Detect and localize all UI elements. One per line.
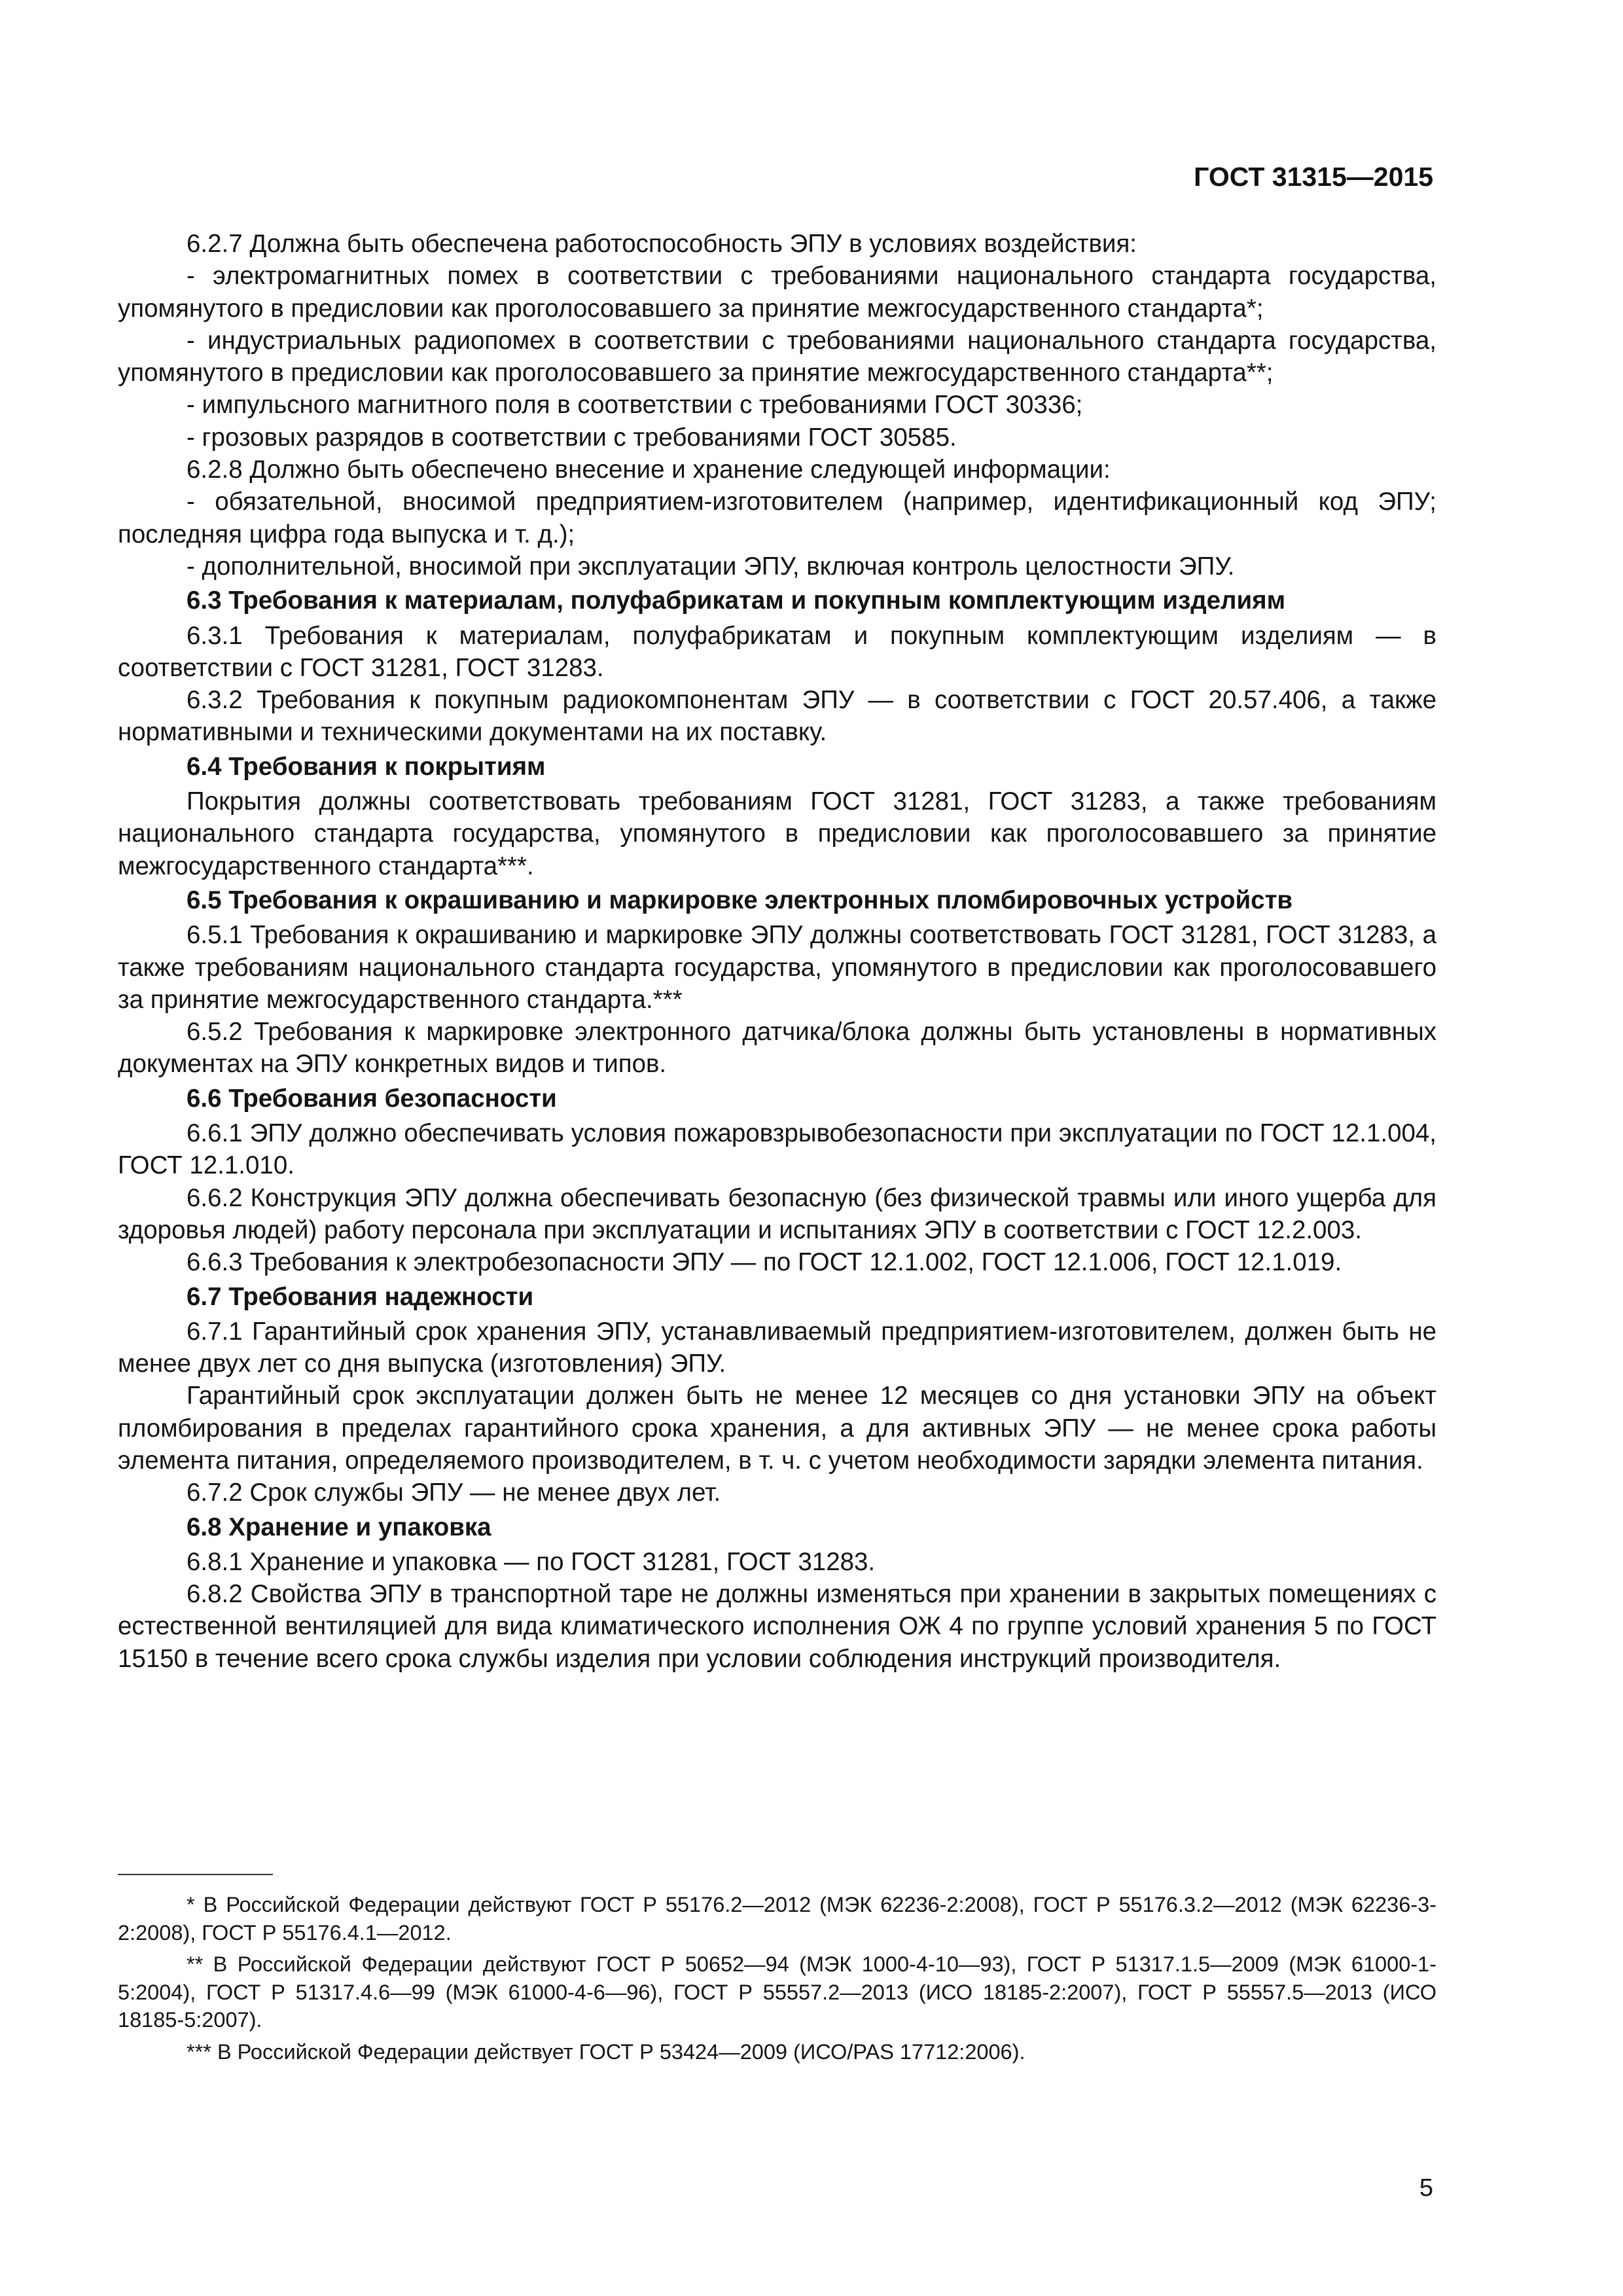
paragraph: - дополнительной, вносимой при эксплуатации ЭПУ, включая контроль целостности ЭПУ. [187,552,1235,581]
paragraph: Гарантийный срок эксплуатации должен быть не менее 12 месяцев со дня установки ЭПУ на объект пломбирования в пределах гарантийного срока хранения, а для активных ЭПУ — не менее срока работы элемента питания, определяемого производителем, в т. ч. с учетом необходимости зарядки элемента питания. [118,1382,1436,1475]
section-heading: 6.8 Хранение и упаковка [187,1513,491,1541]
paragraph: - импульсного магнитного поля в соответствии с требованиями ГОСТ 30336; [187,391,1083,420]
paragraph: 6.5.2 Требования к маркировке электронного датчика/блока должны быть установлены в нормативных документах на ЭПУ конкретных видов и типов. [118,1018,1436,1079]
paragraph: - обязательной, вносимой предприятием-изготовителем (например, идентификационный код ЭПУ; последняя цифра года выпуска и т. д.); [118,488,1436,548]
section-heading: 6.7 Требования надежности [187,1282,534,1311]
document-body [118,228,1436,1675]
paragraph: 6.6.2 Конструкция ЭПУ должна обеспечивать безопасную (без физической травмы или иного ущерба для здоровья людей) работу персонала при эксплуатации и испытаниях ЭПУ в соответствии с ГОСТ 12.2.003. [118,1183,1436,1244]
section-heading: 6.3 Требования к материалам, полуфабрикатам и покупным комплектующим изделиям [187,586,1286,615]
paragraph: 6.8.2 Свойства ЭПУ в транспортной таре не должны изменяться при хранении в закрытых помещениях с естественной вентиляцией для вида климатического исполнения ОЖ 4 по группе условий хранения 5 по ГОСТ 15150 в течение всего срока службы изделия при условии соблюдения инструкций производителя. [118,1580,1436,1673]
paragraph: 6.6.3 Требования к электробезопасности ЭПУ — по ГОСТ 12.1.002, ГОСТ 12.1.006, ГОСТ 12.1.019. [187,1248,1342,1277]
document-header: ГОСТ 31315—2015 [1194,162,1433,192]
section-heading: 6.4 Требования к покрытиям [187,752,546,781]
paragraph: 6.2.7 Должна быть обеспечена работоспособность ЭПУ в условиях воздействия: [187,230,1137,258]
paragraph: 6.8.1 Хранение и упаковка — по ГОСТ 31281, ГОСТ 31283. [187,1547,876,1576]
page-number: 5 [1419,2174,1433,2202]
paragraph: 6.2.8 Должно быть обеспечено внесение и хранение следующей информации: [187,456,1111,484]
footnote: *** В Российской Федерации действует ГОСТ Р 53424—2009 (ИСО/PAS 17712:2006). [187,2039,1026,2064]
paragraph: - электромагнитных помех в соответствии с требованиями национального стандарта государства, упомянутого в предисловии как проголосовавшего за принятие межгосударственного стандарта*; [118,262,1436,323]
footnote-separator [118,1874,273,1875]
paragraph: 6.7.2 Срок службы ЭПУ — не менее двух лет. [187,1479,721,1507]
section-heading: 6.5 Требования к окрашиванию и маркировке электронных пломбировочных устройств [187,886,1293,914]
paragraph: 6.5.1 Требования к окрашиванию и маркировке ЭПУ должны соответствовать ГОСТ 31281, ГОСТ 31283, а также требованиям национального стандарта государства, упомянутого в предисловии как проголосовавшего за принятие межгосударственного стандарта.*** [118,921,1436,1014]
paragraph: 6.3.2 Требования к покупным радиокомпонентам ЭПУ — в соответствии с ГОСТ 20.57.406, а также нормативными и техническими документами на их поставку. [118,686,1436,747]
footnote-list [118,1891,1436,2066]
footnote: ** В Российской Федерации действуют ГОСТ Р 50652—94 (МЭК 1000-4-10—93), ГОСТ Р 51317.1.5—2009 (МЭК 61000-1-5:2004), ГОСТ Р 51317.4.6—99 (МЭК 61000-4-6—96), ГОСТ Р 55557.2—2013 (ИСО 18185-2:2007), ГОСТ Р 55557.5—2013 (ИСО 18185-5:2007). [118,1952,1436,2032]
paragraph: 6.7.1 Гарантийный срок хранения ЭПУ, устанавливаемый предприятием-изготовителем, должен быть не менее двух лет со дня выпуска (изготовления) ЭПУ. [118,1317,1436,1378]
footnotes [118,1874,1436,2070]
paragraph: 6.3.1 Требования к материалам, полуфабрикатам и покупным комплектующим изделиям — в соответствии с ГОСТ 31281, ГОСТ 31283. [118,621,1436,682]
paragraph: - грозовых разрядов в соответствии с требованиями ГОСТ 30585. [187,423,957,452]
paragraph: - индустриальных радиопомех в соответствии с требованиями национального стандарта государства, упомянутого в предисловии как проголосовавшего за принятие межгосударственного стандарта**; [118,326,1436,387]
paragraph: Покрытия должны соответствовать требованиям ГОСТ 31281, ГОСТ 31283, а также требованиям национального стандарта государства, упомянутого в предисловии как проголосовавшего за принятие межгосударственного стандарта***. [118,787,1436,880]
paragraph: 6.6.1 ЭПУ должно обеспечивать условия пожаровзрывобезопасности при эксплуатации по ГОСТ 12.1.004, ГОСТ 12.1.010. [118,1119,1436,1180]
section-heading: 6.6 Требования безопасности [187,1084,557,1113]
footnote: * В Российской Федерации действуют ГОСТ Р 55176.2—2012 (МЭК 62236-2:2008), ГОСТ Р 55176.3.2—2012 (МЭК 62236-3-2:2008), ГОСТ Р 55176.4.1—2012. [118,1893,1436,1945]
